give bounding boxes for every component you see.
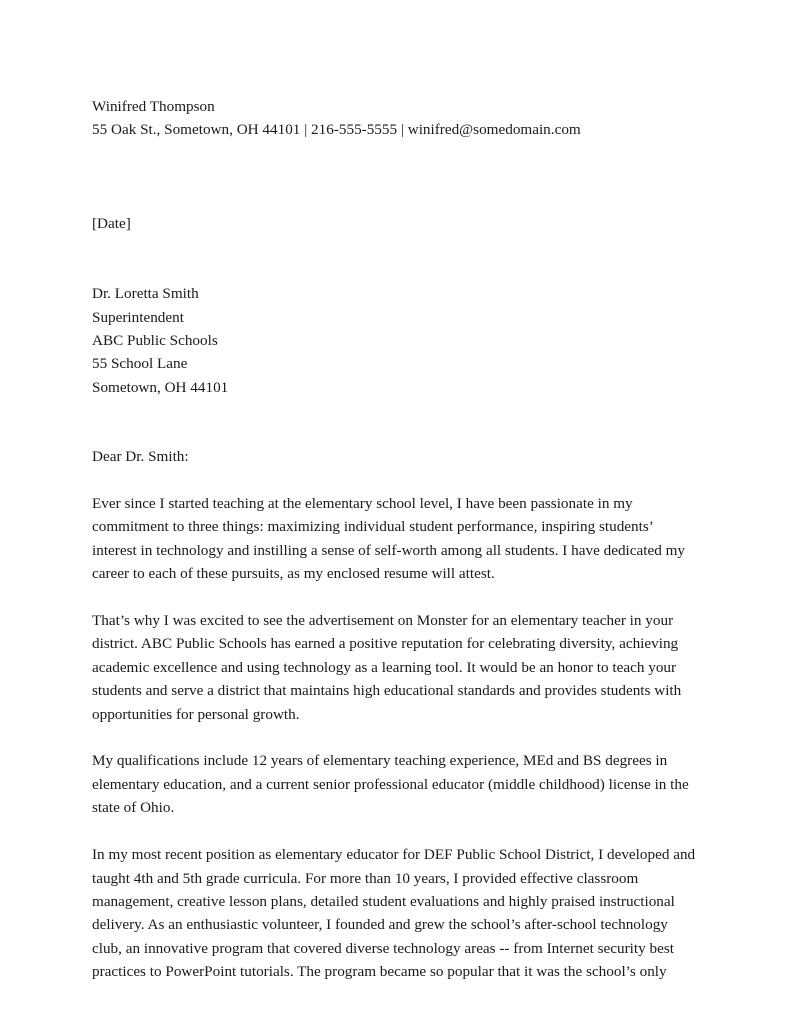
letter-paragraphs xyxy=(92,492,698,983)
salutation: Dear Dr. Smith: xyxy=(92,448,189,466)
date-placeholder: [Date] xyxy=(92,214,131,232)
letter-paragraph: In my most recent position as elementary educator for DEF Public School District, I developed and taught 4th and 5th grade curricula. For more than 10 years, I provided effective classroom management, creative lesson plans, detailed student evaluations and highly praised instructional delivery. As an enthusiastic volunteer, I founded and grew the school’s after-school technology club, an innovative program that covered diverse technology areas -- from Internet security best practices to PowerPoint tutorials. The program became so popular that it was the school’s only xyxy=(92,846,696,981)
letter-body xyxy=(92,95,698,984)
sender-contact-line: 55 Oak St., Sometown, OH 44101 | 216-555-5555 | winifred@somedomain.com xyxy=(92,121,581,139)
letter-paragraph: Ever since I started teaching at the elementary school level, I have been passionate in my commitment to three things: maximizing individual student performance, inspiring students’ interest in technology and instilling a sense of self-worth among all students. I have dedicated my career to each of these pursuits, as my enclosed resume will attest. xyxy=(92,495,686,583)
recipient-city-state-zip: Sometown, OH 44101 xyxy=(92,378,229,396)
recipient-name: Dr. Loretta Smith xyxy=(92,285,199,303)
sender-name: Winifred Thompson xyxy=(92,98,215,115)
recipient-organization: ABC Public Schools xyxy=(92,332,218,350)
recipient-title: Superintendent xyxy=(92,308,184,326)
letter-paragraph: My qualifications include 12 years of elementary teaching experience, MEd and BS degrees in elementary education, and a current senior professional educator (middle childhood) license in the state of Ohio. xyxy=(92,752,689,817)
letter-paragraph: That’s why I was excited to see the advertisement on Monster for an elementary teacher in your district. ABC Public Schools has earned a positive reputation for celebrating diversity, achieving academic excellence and using technology as a learning tool. It would be an honor to teach your students and serve a district that maintains high educational standards and provides students with opportunities for personal growth. xyxy=(92,612,682,723)
recipient-address-block xyxy=(92,282,698,399)
sender-address-block xyxy=(92,95,698,142)
recipient-street: 55 School Lane xyxy=(92,355,188,373)
